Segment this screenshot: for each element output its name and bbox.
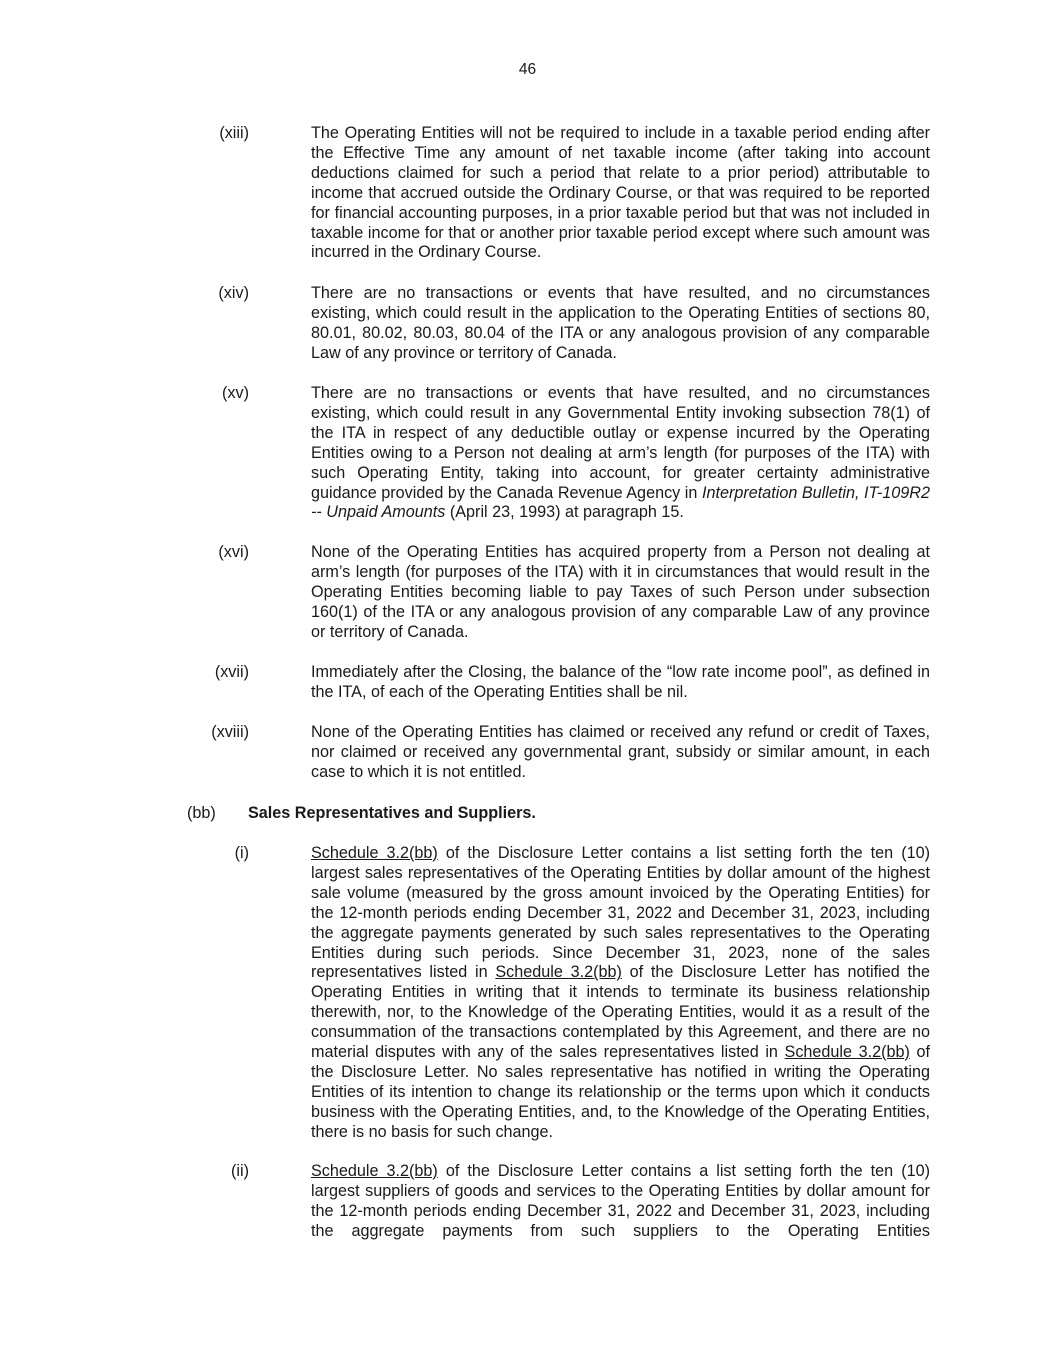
bulletin-title: Interpretation Bulletin, IT-109R2 -- Unpaid Amounts xyxy=(311,483,931,522)
clause-text-part: of the Disclosure Letter contains a list setting forth the ten (10) largest suppliers of goods and services to the Operating Entities by dollar amount for the 12-month periods ending December 31, 2022 and December 31, 2023, including the aggregate payments from such suppliers to the Operating Entities xyxy=(311,1162,930,1240)
clause-text: None of the Operating Entities has acquired property from a Person not dealing at arm’s length (for purposes of the ITA) with it in circumstances that would result in the Operating Entities becoming liable to pay Taxes of such Person under subsection 160(1) of the ITA or any analogous provision of any comparable Law of any province or territory of Canada. xyxy=(311,543,930,641)
clause-text-part: of the Disclosure Letter has notified the Operating Entities in writing that it intends to terminate its business relationship therewith, nor, to the Knowledge of the Operating Entities, would it as a result of the consummation of the transactions contemplated by this Agreement, and there are no material disputes with any of the sales representatives listed in xyxy=(311,963,930,1062)
page-number: 46 xyxy=(518,61,537,78)
clause-number: (xvi) xyxy=(218,543,249,561)
clause-number: (xiv) xyxy=(218,284,249,302)
schedule-reference: Schedule 3.2(bb) xyxy=(311,1162,438,1180)
schedule-reference: Schedule 3.2(bb) xyxy=(311,844,438,862)
schedule-reference: Schedule 3.2(bb) xyxy=(495,963,622,982)
clause-text-part: There are no transactions or events that have resulted, and no circumstances existing, which could result in any Governmental Entity invoking subsection 78(1) of the ITA in respect of any deductible outlay or expense incurred by the Operating Entities owing to a Person not dealing at arm’s length (for purposes of the ITA) with such Operating Entity, taking into account, for greater certainty administrative guidance provided by the Canada Revenue Agency in xyxy=(311,384,930,502)
clause-number: (xiii) xyxy=(219,124,249,142)
clause-text-part: of the Disclosure Letter contains a list setting forth the ten (10) largest sales representatives of the Operating Entities by dollar amount of the highest sale volume (measured by the gross amount invoiced by the Operating Entities) for the 12-month periods ending December 31, 2022 and December 31, 2023, including the aggregate payments generated by such sales representatives to the Operating Entities during such periods. Since December 31, 2023, none of the sales representatives listed in xyxy=(311,844,930,982)
clause-text xyxy=(311,844,930,1143)
clause-text xyxy=(311,1162,930,1242)
clause-text-part: (April 23, 1993) at paragraph 15. xyxy=(445,503,684,522)
clause-text: Immediately after the Closing, the balance of the “low rate income pool”, as defined in the ITA, of each of the Operating Entities shall be nil. xyxy=(311,663,930,701)
clause-text xyxy=(311,384,930,523)
clause-number: (xviii) xyxy=(211,723,249,741)
clause-number: (ii) xyxy=(231,1162,249,1180)
clause-number: (xvii) xyxy=(214,663,249,681)
clause-text: None of the Operating Entities has claimed or received any refund or credit of Taxes, nor claimed or received any governmental grant, subsidy or similar amount, in each case to which it is not entitled. xyxy=(311,723,930,781)
clause-number: (xv) xyxy=(222,384,249,402)
clause-text-part: of the Disclosure Letter. No sales representative has notified in writing the Operating Entities of its intention to change its relationship or the terms upon which it conducts business with the Operating Entities, and, to the Knowledge of the Operating Entities, there is no basis for such change. xyxy=(311,1043,930,1141)
section-number: (bb) xyxy=(187,804,216,822)
section-title: Sales Representatives and Suppliers. xyxy=(248,804,536,822)
clause-text: The Operating Entities will not be required to include in a taxable period ending after the Effective Time any amount of net taxable income (after taking into account deductions claimed for such a period that relate to a prior period) attributable to income that accrued outside the Ordinary Course, or that was required to be reported for financial accounting purposes, in a prior taxable period but that was not included in taxable income for that or another prior taxable period except where such amount was incurred in the Ordinary Course. xyxy=(311,124,930,262)
clause-number: (i) xyxy=(234,844,249,862)
schedule-reference: Schedule 3.2(bb) xyxy=(784,1043,910,1062)
clause-text: There are no transactions or events that have resulted, and no circumstances existing, which could result in the application to the Operating Entities of sections 80, 80.01, 80.02, 80.03, 80.04 of the ITA or any analogous provision of any comparable Law of any province or territory of Canada. xyxy=(311,284,930,362)
